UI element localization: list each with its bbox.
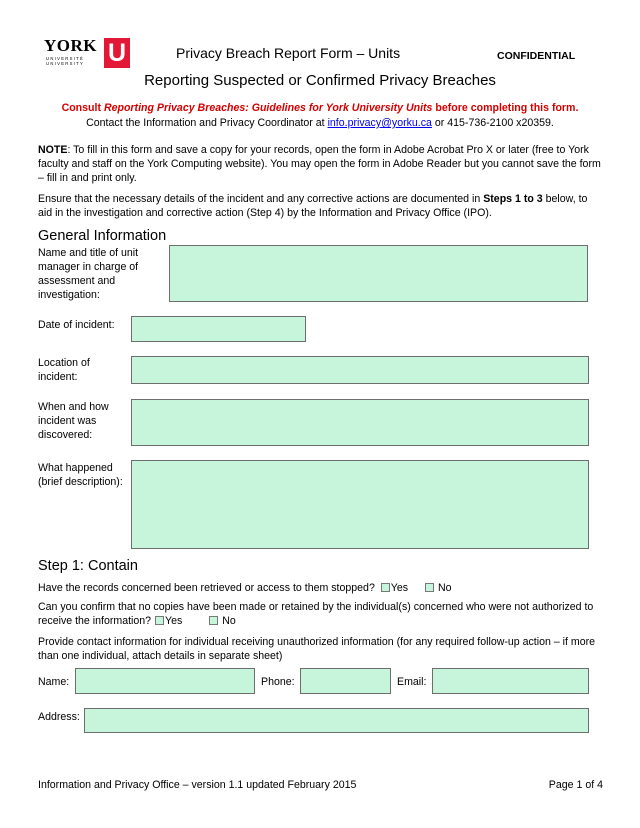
consult-suffix: before completing this form.: [432, 102, 579, 114]
privacy-email-link[interactable]: info.privacy@yorku.ca: [327, 117, 432, 129]
records-yes-checkbox[interactable]: [381, 583, 390, 592]
records-yes-label: Yes: [390, 582, 409, 594]
confidential-label: CONFIDENTIAL: [497, 50, 576, 62]
form-subtitle: Reporting Suspected or Confirmed Privacy Breaches: [144, 72, 496, 89]
copies-no-checkbox[interactable]: [209, 616, 218, 625]
logo-sub: UNIVERSITÉ UNIVERSITY: [46, 56, 85, 66]
consult-prefix: Consult: [61, 102, 104, 114]
unit-manager-label: Name and title of unit manager in charge of assessment and investigation:: [38, 247, 139, 301]
records-question-text: Have the records concerned been retrieved or access to them stopped?: [38, 582, 375, 594]
step1-heading: Step 1: Contain: [38, 558, 138, 574]
contact-prefix: Contact the Information and Privacy Coordinator at: [86, 117, 328, 129]
recipient-address-label: Address:: [38, 711, 80, 723]
logo-u-block: [104, 38, 130, 68]
copies-yes-checkbox[interactable]: [155, 616, 164, 625]
recipient-email-label: Email:: [397, 676, 427, 688]
discovered-label: When and how incident was discovered:: [38, 401, 109, 441]
copies-no-label: No: [222, 615, 236, 627]
guidelines-title: Reporting Privacy Breaches: Guidelines for York University Units: [103, 102, 433, 114]
note-text: : To fill in this form and save a copy for your records, open the form in Adobe Acrobat Pro X or later (free to York faculty and staff on the York Computing website). You may open the form in Adobe Reader but you cannot save the form – fill in and print only.: [38, 144, 601, 184]
recipient-phone-label: Phone:: [261, 676, 295, 688]
note-label: NOTE: [38, 144, 68, 156]
ensure-paragraph: [38, 192, 604, 220]
recipient-address-field[interactable]: [84, 708, 589, 733]
footer-page-number: Page 1 of 4: [548, 779, 603, 791]
general-information-heading: General Information: [38, 228, 167, 244]
records-no-checkbox[interactable]: [425, 583, 434, 592]
records-question: [38, 581, 598, 595]
contact-suffix: or 415-736-2100 x20359.: [431, 117, 554, 129]
logo-word: YORK: [44, 36, 97, 55]
copies-question: [38, 600, 608, 628]
recipient-name-field[interactable]: [75, 668, 255, 694]
unit-manager-field[interactable]: [169, 245, 588, 302]
ensure-suffix: below, to aid in the investigation and corrective action (Step 4) by the Information and Privacy Office (IPO).: [38, 193, 588, 219]
ensure-steps: Steps 1 to 3: [483, 193, 543, 205]
consult-line: [0, 101, 640, 115]
records-no-label: No: [438, 582, 452, 594]
contact-line: [0, 116, 640, 130]
what-happened-label: What happened (brief description):: [38, 462, 123, 488]
incident-location-label: Location of incident:: [38, 357, 90, 383]
copies-question-text: Can you confirm that no copies have been made or retained by the individual(s) concerned who were not authorized to receive the information?: [38, 601, 594, 627]
recipient-email-field[interactable]: [432, 668, 589, 694]
incident-date-label: Date of incident:: [38, 319, 115, 331]
what-happened-field[interactable]: [131, 460, 589, 549]
form-title: Privacy Breach Report Form – Units: [176, 45, 401, 61]
footer-version: Information and Privacy Office – version 1.1 updated February 2015: [38, 779, 357, 791]
incident-date-field[interactable]: [131, 316, 306, 342]
york-logo: [44, 38, 132, 70]
note-paragraph: [38, 143, 603, 185]
copies-yes-label: Yes: [165, 615, 183, 627]
ensure-prefix: Ensure that the necessary details of the incident and any corrective actions are documented in: [38, 193, 484, 205]
incident-location-field[interactable]: [131, 356, 589, 384]
recipient-name-label: Name:: [38, 676, 70, 688]
provide-contact-text: Provide contact information for individual receiving unauthorized information (for any required follow-up action – if more than one individual, attach details in separate sheet): [38, 636, 596, 662]
discovered-field[interactable]: [131, 399, 589, 446]
logo-u-letter: U: [107, 39, 127, 67]
recipient-phone-field[interactable]: [300, 668, 391, 694]
